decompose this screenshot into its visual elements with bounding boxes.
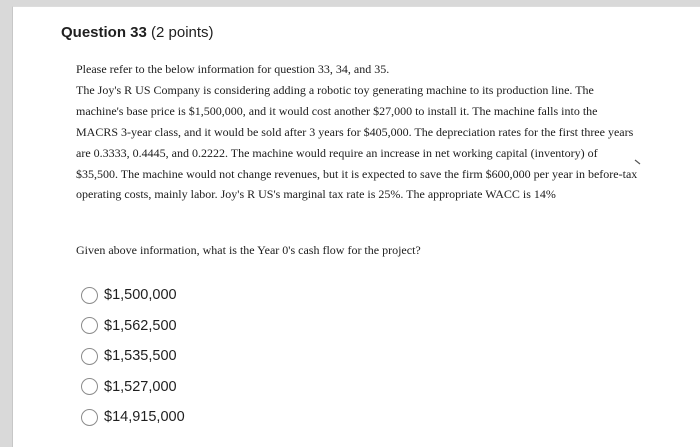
radio-button[interactable] — [81, 287, 98, 304]
option-4[interactable] — [81, 372, 185, 403]
option-label: $1,535,500 — [104, 348, 177, 365]
question-header — [61, 24, 214, 41]
question-prompt: Given above information, what is the Year 0's cash flow for the project? — [76, 243, 421, 257]
option-1[interactable] — [81, 280, 185, 311]
question-points: (2 points) — [146, 24, 214, 41]
cursor-mark-icon — [634, 159, 642, 165]
option-label: $14,915,000 — [104, 409, 185, 426]
question-card — [12, 6, 700, 447]
question-info — [76, 59, 641, 205]
option-2[interactable] — [81, 311, 185, 342]
answer-options — [81, 280, 185, 433]
radio-button[interactable] — [81, 378, 98, 395]
radio-button[interactable] — [81, 317, 98, 334]
option-label: $1,500,000 — [104, 287, 177, 304]
question-title: Question 33 — [61, 24, 147, 41]
radio-button[interactable] — [81, 409, 98, 426]
option-label: $1,562,500 — [104, 317, 177, 334]
option-label: $1,527,000 — [104, 378, 177, 395]
option-3[interactable] — [81, 341, 185, 372]
info-intro: Please refer to the below information for question 33, 34, and 35. — [76, 62, 390, 76]
info-body: The Joy's R US Company is considering adding a robotic toy generating machine to its production line. The machine's base price is $1,500,000, and it would cost another $27,000 to install it. The machine falls into the MACRS 3-year class, and it would be sold after 3 years for $405,000. The depreciation rates for the first three years are 0.3333, 0.4445, and 0.2222. The machine would require an increase in net working capital (inventory) of $35,500. The machine would not change revenues, but it is expected to save the firm $600,000 per year in before-tax operating costs, mainly labor. Joy's R US's marginal tax rate is 25%. The appropriate WACC is 14% — [76, 82, 638, 202]
radio-button[interactable] — [81, 348, 98, 365]
option-5[interactable] — [81, 402, 185, 433]
